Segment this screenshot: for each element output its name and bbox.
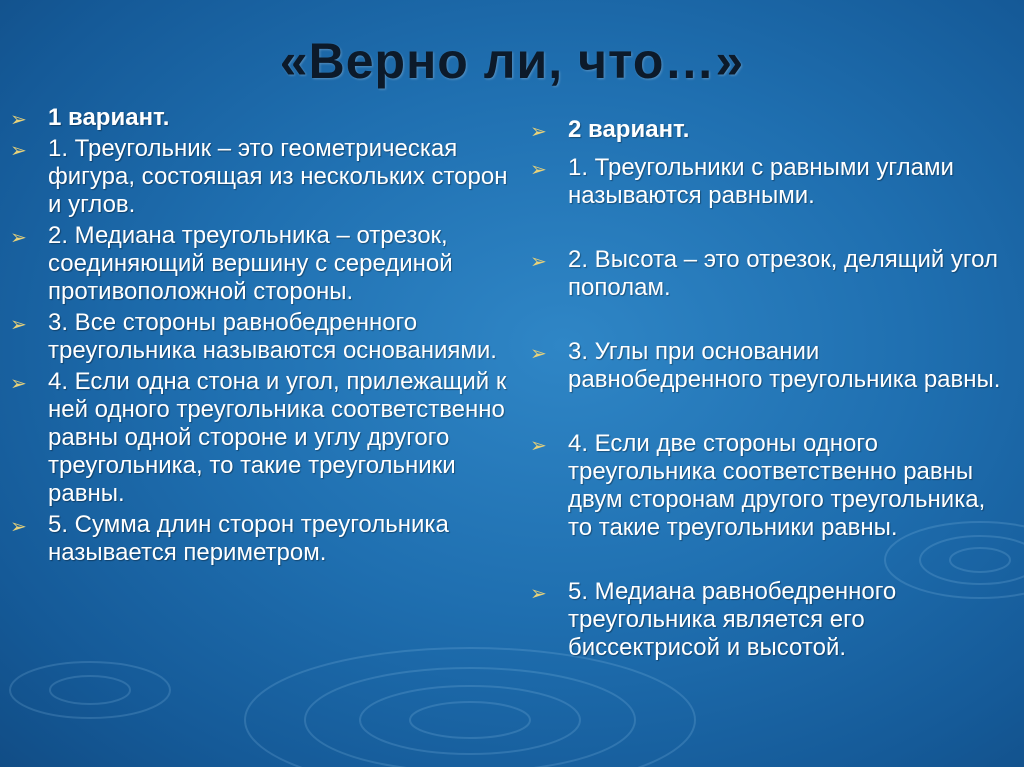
list-item <box>8 309 508 365</box>
arrowhead-icon: ➢ <box>10 314 27 336</box>
list-item <box>8 368 508 508</box>
arrowhead-icon: ➢ <box>530 583 547 605</box>
list-item-text: 2. Высота – это отрезок, делящий угол пополам. <box>568 246 998 301</box>
list-item-text: 5. Медиана равнобедренного треугольника является его биссектрисой и высотой. <box>568 578 897 661</box>
arrowhead-icon: ➢ <box>530 343 547 365</box>
arrowhead-icon: ➢ <box>530 435 547 457</box>
list-item-text: 1 вариант. <box>48 104 170 131</box>
list-item-text: 5. Сумма длин сторон треугольника называется периметром. <box>48 511 449 566</box>
arrowhead-icon: ➢ <box>10 373 27 395</box>
list-item-text: 2. Медиана треугольника – отрезок, соединяющий вершину с серединой противоположной стороны. <box>48 222 453 305</box>
list-item-text: 4. Если одна стона и угол, прилежащий к ней одного треугольника соответственно равны одной стороне и углу другого треугольника, то такие треугольники равны. <box>48 368 507 507</box>
list-item-text: 1. Треугольник – это геометрическая фигура, состоящая из нескольких сторон и углов. <box>48 135 508 218</box>
arrowhead-icon: ➢ <box>10 516 27 538</box>
arrowhead-icon: ➢ <box>10 140 27 162</box>
list-item <box>528 116 1008 144</box>
list-item <box>8 104 508 132</box>
list-item <box>528 430 1008 542</box>
variant-2-list <box>528 116 1008 672</box>
arrowhead-icon: ➢ <box>530 121 547 143</box>
list-item-text: 3. Углы при основании равнобедренного треугольника равны. <box>568 338 1001 393</box>
list-item <box>528 338 1008 394</box>
list-item <box>8 222 508 306</box>
arrowhead-icon: ➢ <box>530 159 547 181</box>
arrowhead-icon: ➢ <box>530 251 547 273</box>
list-item-text: 1. Треугольники с равными углами называются равными. <box>568 154 954 209</box>
list-item <box>528 246 1008 302</box>
list-item-text: 4. Если две стороны одного треугольника соответственно равны двум сторонам другого треугольника, то такие треугольники равны. <box>568 430 986 541</box>
arrowhead-icon: ➢ <box>10 227 27 249</box>
list-item-text: 3. Все стороны равнобедренного треугольника называются основаниями. <box>48 309 497 364</box>
list-item-text: 2 вариант. <box>568 116 690 143</box>
list-item <box>528 578 1008 662</box>
variant-1-list <box>8 104 508 570</box>
list-item <box>528 154 1008 210</box>
slide-title: «Верно ли, что…» <box>279 33 745 89</box>
list-item <box>8 511 508 567</box>
list-item <box>8 135 508 219</box>
arrowhead-icon: ➢ <box>10 109 27 131</box>
